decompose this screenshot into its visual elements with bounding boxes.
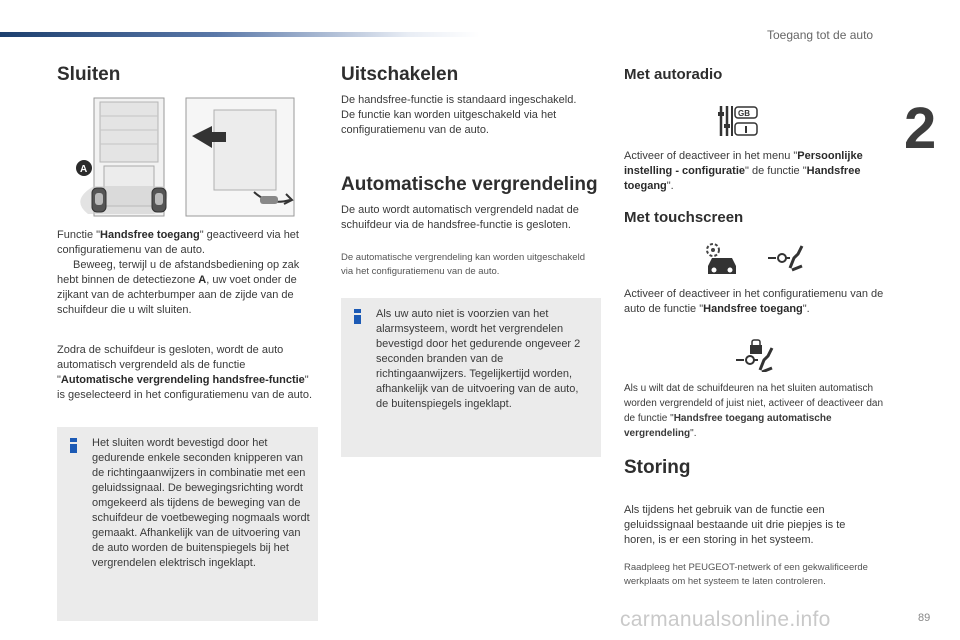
- hands-free-access-icon: [768, 244, 804, 274]
- header-bar: [0, 32, 480, 37]
- paragraph-storing: Als tijdens het gebruik van de functie een geluidssignaal bestaande uit drie piepjes is te horen, is er een storing in het systeem.: [624, 504, 846, 546]
- title-met-autoradio: Met autoradio: [624, 66, 723, 83]
- note-automatische: De automatische vergrendeling kan worden uitgeschakeld via het configuratiemenu van de auto.: [341, 252, 585, 277]
- title-automatische-vergrendeling: Automatische vergrendeling: [341, 174, 598, 195]
- info-icon: [353, 309, 362, 324]
- bullet-beweeg: Beweeg, terwijl u de afstandsbediening op zak hebt binnen de detectiezone A, uw voet onder de zijkant van de achterbumper aan de zijde van de schuifdeur die u wilt sluiten.: [57, 259, 300, 316]
- auto-lock-icon: [736, 338, 776, 372]
- settings-menu-icon: [718, 104, 760, 138]
- section-title: Toegang tot de auto: [767, 28, 874, 42]
- info-box-alarm: [341, 298, 601, 457]
- title-storing: Storing: [624, 457, 691, 478]
- paragraph-functie: Functie "Handsfree toegang" geactiveerd via het configuratiemenu van de auto.: [57, 229, 299, 256]
- info-box-sluiten: [57, 427, 318, 621]
- paragraph-schuifdeuren: Als u wilt dat de schuifdeuren na het sluiten automatisch worden vergrendeld of juist niet, activeer of deactiveer dan de functie "Handsfree toegang automatische vergrendeling".: [624, 383, 884, 439]
- info-text-alarm: Als uw auto niet is voorzien van het alarmsysteem, wordt het vergrendelen bevestigd door het gedurende ongeveer 2 seconden branden van de richtingaanwijzers. Tegelijkertijd worden, afhankelijk van de uitvoering van de auto, de buitenspiegels ingeklapt.: [376, 308, 581, 410]
- paragraph-autoradio: Activeer of deactiveer in het menu "Persoonlijke instelling - configuratie" de functie "Handsfree toegang".: [624, 150, 863, 192]
- detection-zone-label: A: [80, 164, 88, 175]
- van-figure: [64, 96, 298, 218]
- paragraph-touchscreen: Activeer of deactiveer in het configuratiemenu van de auto de functie "Handsfree toegang".: [624, 288, 884, 315]
- paragraph-automatische: De auto wordt automatisch vergrendeld nadat de schuifdeur via de handsfree-functie is gesloten.: [341, 204, 579, 231]
- title-uitschakelen: Uitschakelen: [341, 64, 459, 85]
- page-number: 89: [918, 612, 931, 624]
- paragraph-uitschakelen: De handsfree-functie is standaard ingeschakeld. De functie kan worden uitgeschakeld via het configuratiemenu van de auto.: [341, 94, 577, 136]
- note-storing: Raadpleeg het PEUGEOT-netwerk of een gekwalificeerde werkplaats om het systeem te laten controleren.: [624, 562, 868, 587]
- paragraph-zodra: Zodra de schuifdeur is gesloten, wordt de auto automatisch vergrendeld als de functie "Automatische vergrendeling handsfree-functie" is geselecteerd in het configuratiemenu van de auto.: [57, 344, 312, 401]
- info-text-sluiten: Het sluiten wordt bevestigd door het gedurende enkele seconden knipperen van de richtingaanwijzers in combinatie met een geluidssignaal. De bewegingsrichting wordt omgekeerd als tijdens de beweging van de schuifdeur de voetbeweging nogmaals wordt gemaakt. Afhankelijk van de uitvoering van de auto worden de buitenspiegels bij het vergrendelen elektrisch ingeklapt.: [92, 437, 310, 569]
- watermark: carmanualsonline.info: [620, 608, 831, 631]
- info-icon: [69, 438, 78, 453]
- title-met-touchscreen: Met touchscreen: [624, 209, 744, 226]
- title-sluiten: Sluiten: [57, 64, 121, 85]
- gb-label: GB: [738, 109, 750, 118]
- chapter-number: 2: [904, 96, 937, 161]
- car-settings-icon: [704, 242, 740, 276]
